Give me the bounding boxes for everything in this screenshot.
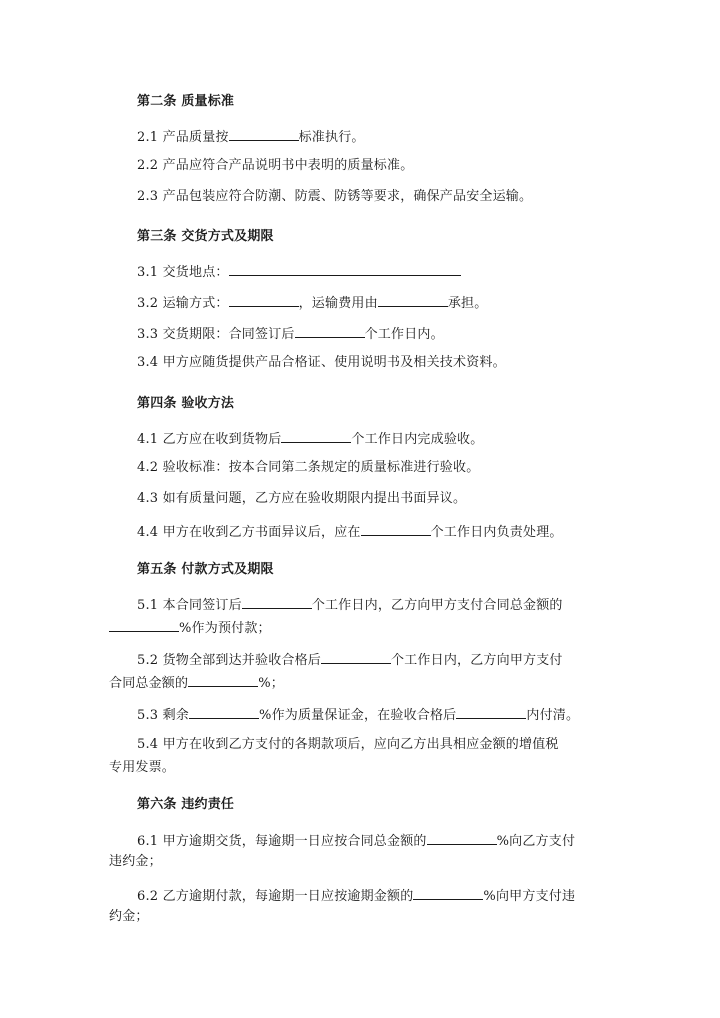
clause-5-4-cont: 专用发票。 <box>109 760 176 775</box>
clause-6-1 <box>137 831 575 850</box>
clause-6-1-text-a: 6.1 甲方逾期交货，每逾期一日应按合同总金额的 <box>137 834 427 849</box>
clause-6-2-text-b: %向甲方支付违 <box>483 889 576 904</box>
clause-3-1-text: 3.1 交货地点： <box>137 265 229 280</box>
blank-delivery-location[interactable] <box>229 262 461 276</box>
clause-5-3 <box>137 705 579 724</box>
clause-3-2-text-b: ，运输费用由 <box>298 296 378 311</box>
article-2-heading: 第二条 质量标准 <box>137 94 235 109</box>
clause-3-2-text-a: 3.2 运输方式： <box>137 296 229 311</box>
clause-3-3-text-a: 3.3 交货期限：合同签订后 <box>137 327 295 342</box>
clause-3-4: 3.4 甲方应随货提供产品合格证、使用说明书及相关技术资料。 <box>137 355 506 370</box>
clause-4-2: 4.2 验收标准：按本合同第二条规定的质量标准进行验收。 <box>137 460 480 475</box>
clause-5-3-text-c: 内付清。 <box>526 708 580 723</box>
article-6-heading: 第六条 违约责任 <box>137 797 235 812</box>
blank-warranty-percent[interactable] <box>189 705 259 719</box>
blank-transport-payer[interactable] <box>378 293 448 307</box>
blank-prepay-days[interactable] <box>242 595 312 609</box>
clause-5-4: 5.4 甲方在收到乙方支付的各期款项后，应向乙方出具相应金额的增值税 <box>137 737 559 752</box>
clause-4-3: 4.3 如有质量问题，乙方应在验收期限内提出书面异议。 <box>137 491 467 506</box>
clause-6-1-cont: 违约金； <box>109 854 162 869</box>
clause-5-1-text-c: %作为预付款； <box>179 621 271 636</box>
clause-3-3 <box>137 324 444 343</box>
clause-3-1 <box>137 262 461 281</box>
clause-3-3-text-b: 个工作日内。 <box>364 327 444 342</box>
blank-second-pay-days[interactable] <box>321 650 391 664</box>
blank-warranty-period[interactable] <box>456 705 526 719</box>
clause-5-2-text-a: 5.2 货物全部到达并验收合格后 <box>137 653 322 668</box>
blank-late-payment-percent[interactable] <box>413 886 483 900</box>
blank-late-delivery-percent[interactable] <box>427 831 497 845</box>
clause-6-2 <box>137 886 575 905</box>
blank-inspection-days[interactable] <box>281 429 351 443</box>
blank-prepay-percent[interactable] <box>109 618 179 632</box>
clause-4-4-text-a: 4.4 甲方在收到乙方书面异议后，应在 <box>137 525 361 540</box>
clause-5-2-text-b: 个工作日内，乙方向甲方支付 <box>391 653 563 668</box>
clause-2-1-text-a: 2.1 产品质量按 <box>137 130 229 145</box>
clause-5-3-text-b: %作为质量保证金，在验收合格后 <box>259 708 457 723</box>
blank-handling-days[interactable] <box>361 522 431 536</box>
clause-5-1 <box>137 595 563 614</box>
clause-4-1-text-b: 个工作日内完成验收。 <box>351 432 484 447</box>
clause-6-2-cont: 约金； <box>109 909 149 924</box>
clause-6-1-text-b: %向乙方支付 <box>496 834 576 849</box>
blank-delivery-days[interactable] <box>295 324 365 338</box>
clause-5-2-text-c: 合同总金额的 <box>109 676 189 691</box>
clause-3-2-text-c: 承担。 <box>447 296 488 311</box>
clause-2-1 <box>137 127 365 146</box>
article-3-heading: 第三条 交货方式及期限 <box>137 229 274 244</box>
clause-2-2: 2.2 产品应符合产品说明书中表明的质量标准。 <box>137 158 414 173</box>
clause-4-1 <box>137 429 483 448</box>
blank-second-pay-percent[interactable] <box>188 673 258 687</box>
clause-5-1-text-a: 5.1 本合同签订后 <box>137 598 242 613</box>
clause-5-2 <box>137 650 563 669</box>
clause-2-1-text-b: 标准执行。 <box>298 130 365 145</box>
clause-5-2-cont <box>109 673 284 692</box>
blank-transport-method[interactable] <box>229 293 299 307</box>
clause-2-3: 2.3 产品包装应符合防潮、防震、防锈等要求，确保产品安全运输。 <box>137 189 533 204</box>
article-5-heading: 第五条 付款方式及期限 <box>137 562 274 577</box>
clause-4-4-text-b: 个工作日内负责处理。 <box>430 525 563 540</box>
clause-5-2-text-d: %； <box>258 676 284 691</box>
clause-6-2-text-a: 6.2 乙方逾期付款，每逾期一日应按逾期金额的 <box>137 889 414 904</box>
clause-5-1-cont <box>109 618 271 637</box>
article-4-heading: 第四条 验收方法 <box>137 396 235 411</box>
clause-5-1-text-b: 个工作日内，乙方向甲方支付合同总金额的 <box>311 598 563 613</box>
clause-5-3-text-a: 5.3 剩余 <box>137 708 190 723</box>
clause-3-2 <box>137 293 487 312</box>
blank-quality-standard[interactable] <box>229 127 299 141</box>
clause-4-1-text-a: 4.1 乙方应在收到货物后 <box>137 432 282 447</box>
clause-4-4 <box>137 522 563 541</box>
